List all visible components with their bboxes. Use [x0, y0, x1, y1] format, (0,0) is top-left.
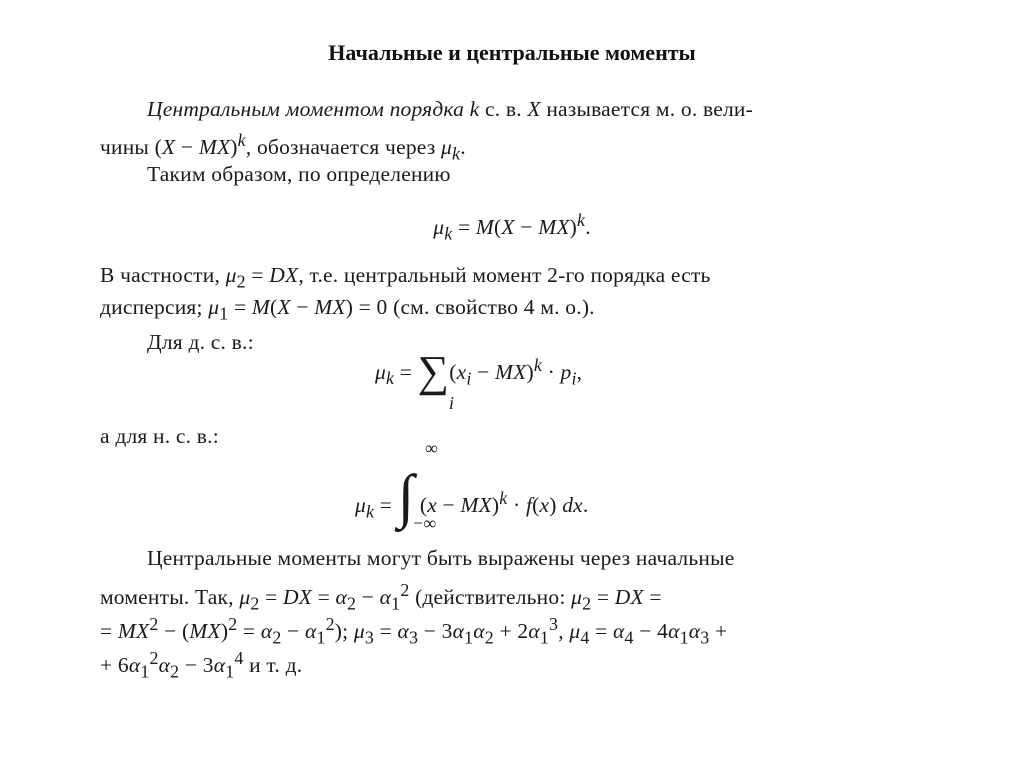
- text-line-6: [147, 330, 254, 355]
- text-line-9: моменты. Так, $\mu_2$ = DX = $\alpha_2 - \alpha_1^2$ (действительно: $\mu_2$ = DX =: [100, 580, 662, 614]
- text-line-7: [100, 424, 219, 449]
- text-fragment: чины: [100, 135, 150, 160]
- text-fragment: а для н. с. в.:: [100, 424, 219, 448]
- text-line-10: = $MX^2 - (MX)^2 = \alpha_2 - \alpha_1^2$); $\mu_3 = \alpha_3 - 3\alpha_1\alpha_2 + 2\alpha_1^3$, $\mu_4 = \alpha_4 - 4\alpha_1\alpha_3$ +: [100, 614, 728, 648]
- text-line-3: [147, 162, 451, 187]
- term-central-moment: Центральным моментом порядка: [147, 97, 465, 121]
- sum-index: i: [449, 393, 455, 413]
- text-fragment: Для д. с. в.:: [147, 330, 254, 354]
- text-fragment: (см. свойство 4 м. о.).: [393, 295, 595, 319]
- text-fragment: моменты. Так,: [100, 585, 234, 610]
- text-line-4: В частности, $\mu_2$ = DX, т.е. центральный момент 2-го порядка есть: [100, 263, 711, 292]
- formula-discrete: $\mu_k = \sum(x_i - MX)^k \cdot p_i$,: [375, 347, 583, 396]
- text-line-11: + $6\alpha_1^2\alpha_2 - 3\alpha_1^4$ и т. д.: [100, 648, 303, 682]
- slide-title: Начальные и центральные моменты: [328, 40, 696, 65]
- text-fragment: , т.е. центральный момент 2-го порядка есть: [298, 263, 711, 287]
- text-line-1: Центральным моментом порядка k с. в. X называется м. о. вели-: [147, 97, 753, 121]
- formula-definition: $\mu_k = M(X - MX)^k$.: [433, 210, 591, 244]
- text-fragment: дисперсия;: [100, 295, 203, 319]
- sum-symbol: ∑: [417, 347, 450, 396]
- text-fragment: и т. д.: [249, 653, 303, 678]
- integral-upper-limit: ∞: [425, 438, 439, 458]
- text-fragment: , обозначается через: [245, 135, 436, 160]
- text-line-2: чины (X − MX)$^k$, обозначается через $\mu_k$.: [100, 130, 466, 164]
- integral-symbol: ∫: [397, 463, 415, 529]
- formula-continuous: $\mu_k$ = ∫ (x − MX)$^k$ · f(x) dx.: [355, 463, 589, 529]
- text-line-5: дисперсия; $\mu_1 = M(X - MX) = 0$ (см. свойство 4 м. о.).: [100, 295, 595, 324]
- text-fragment: Таким образом, по определению: [147, 162, 451, 186]
- text-fragment: В частности,: [100, 263, 221, 287]
- text-fragment: (действительно:: [415, 585, 566, 610]
- text-fragment: Центральные моменты могут быть выражены через начальные: [147, 546, 735, 570]
- text-fragment: называется м. о. вели-: [546, 97, 753, 121]
- integral-lower-limit: −∞: [413, 513, 437, 533]
- text-line-8: [147, 546, 734, 571]
